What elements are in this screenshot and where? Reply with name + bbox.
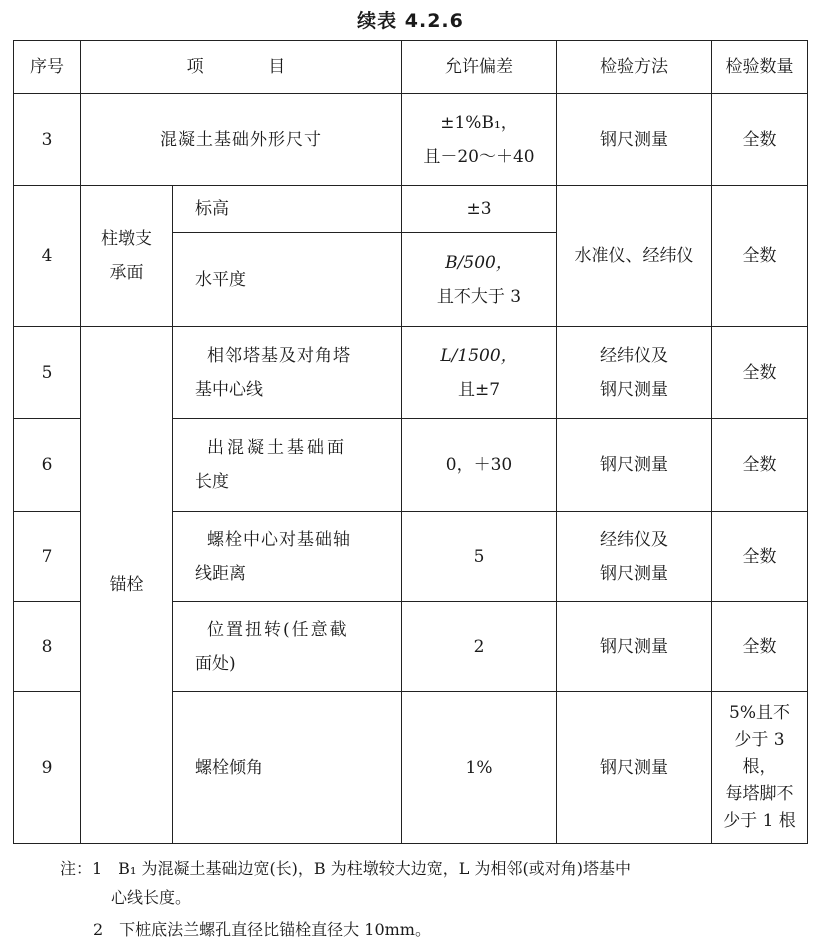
group-cell-anchor: 锚栓 bbox=[81, 327, 173, 844]
method-line: 钢尺测量 bbox=[600, 379, 668, 400]
tolerance-line: 且－20～＋40 bbox=[423, 146, 535, 167]
header-row bbox=[14, 41, 808, 94]
row-number: 3 bbox=[14, 94, 81, 186]
method-line: 钢尺测量 bbox=[600, 563, 668, 584]
tolerance-cell: 2 bbox=[402, 602, 557, 692]
row-number: 9 bbox=[14, 692, 81, 844]
col-header-no: 序号 bbox=[14, 41, 81, 94]
quantity-cell: 全数 bbox=[712, 186, 808, 327]
note-2: 2 下桩底法兰螺孔直径比锚栓直径大 10mm。 bbox=[93, 920, 431, 939]
method-cell: 钢尺测量 bbox=[557, 94, 712, 186]
item-cell bbox=[173, 419, 402, 512]
method-cell bbox=[557, 512, 712, 602]
quantity-cell: 全数 bbox=[712, 327, 808, 419]
item-cell: 水平度 bbox=[173, 233, 402, 327]
col-header-quantity: 检验数量 bbox=[712, 41, 808, 94]
tolerance-cell: 0，＋30 bbox=[402, 419, 557, 512]
row-number: 6 bbox=[14, 419, 81, 512]
table-row bbox=[14, 186, 808, 233]
method-line: 经纬仪及 bbox=[600, 345, 668, 366]
item-line: 出混凝土基础面 bbox=[207, 438, 347, 458]
item-line: 面处) bbox=[195, 653, 236, 674]
row-number: 4 bbox=[14, 186, 81, 327]
spec-table bbox=[13, 40, 808, 844]
method-cell: 钢尺测量 bbox=[557, 602, 712, 692]
method-cell: 钢尺测量 bbox=[557, 692, 712, 844]
tolerance-cell bbox=[402, 233, 557, 327]
item-cell: 螺栓倾角 bbox=[173, 692, 402, 844]
quantity-cell: 全数 bbox=[712, 94, 808, 186]
tolerance-line: 且±7 bbox=[457, 379, 501, 400]
col-header-tolerance: 允许偏差 bbox=[402, 41, 557, 94]
group-label-line: 承面 bbox=[109, 263, 144, 283]
tolerance-cell: 5 bbox=[402, 512, 557, 602]
tolerance-line: L/1500， bbox=[440, 345, 518, 366]
tolerance-cell: 1% bbox=[402, 692, 557, 844]
tolerance-cell bbox=[402, 94, 557, 186]
item-line: 线距离 bbox=[195, 563, 246, 584]
item-line: 基中心线 bbox=[195, 379, 263, 400]
quantity-cell: 全数 bbox=[712, 512, 808, 602]
table-title: 续表 4.2.6 bbox=[357, 10, 464, 32]
method-cell: 钢尺测量 bbox=[557, 419, 712, 512]
col-header-item: 项 目 bbox=[81, 41, 402, 94]
quantity-cell: 全数 bbox=[712, 602, 808, 692]
item-line: 螺栓中心对基础轴 bbox=[207, 529, 351, 550]
tolerance-line: ±1%B₁， bbox=[440, 112, 518, 133]
method-line: 经纬仪及 bbox=[600, 529, 668, 550]
table-row bbox=[14, 327, 808, 419]
row-number: 5 bbox=[14, 327, 81, 419]
col-header-method: 检验方法 bbox=[557, 41, 712, 94]
table-row bbox=[14, 94, 808, 186]
method-cell bbox=[557, 327, 712, 419]
tolerance-line: 且不大于 3 bbox=[436, 286, 522, 307]
item-cell bbox=[173, 512, 402, 602]
item-cell bbox=[173, 602, 402, 692]
quantity-line: 5%且不 bbox=[729, 703, 790, 723]
method-cell: 水准仪、经纬仪 bbox=[557, 186, 712, 327]
group-label-line: 柱墩支 bbox=[101, 229, 152, 249]
quantity-line: 每塔脚不 bbox=[725, 784, 794, 804]
item-line: 长度 bbox=[195, 472, 229, 492]
item-line: 相邻塔基及对角塔 bbox=[207, 345, 351, 366]
row-number: 7 bbox=[14, 512, 81, 602]
quantity-line: 少于 1 根 bbox=[723, 811, 796, 831]
note-1-line-1: 注：1 B₁ 为混凝土基础边宽(长)，B 为柱墩较大边宽，L 为相邻(或对角)塔基中 bbox=[60, 859, 631, 878]
item-line: 位置扭转(任意截 bbox=[207, 619, 349, 640]
quantity-line: 少于 3 根， bbox=[734, 730, 785, 777]
item-cell: 混凝土基础外形尺寸 bbox=[81, 94, 402, 186]
quantity-cell: 全数 bbox=[712, 419, 808, 512]
note-1-line-2: 心线长度。 bbox=[111, 888, 192, 907]
group-cell bbox=[81, 186, 173, 327]
item-cell bbox=[173, 327, 402, 419]
quantity-cell bbox=[712, 692, 808, 844]
item-cell: 标高 bbox=[173, 186, 402, 233]
tolerance-cell bbox=[402, 327, 557, 419]
row-number: 8 bbox=[14, 602, 81, 692]
tolerance-line: B/500， bbox=[445, 252, 513, 273]
tolerance-cell: ±3 bbox=[402, 186, 557, 233]
